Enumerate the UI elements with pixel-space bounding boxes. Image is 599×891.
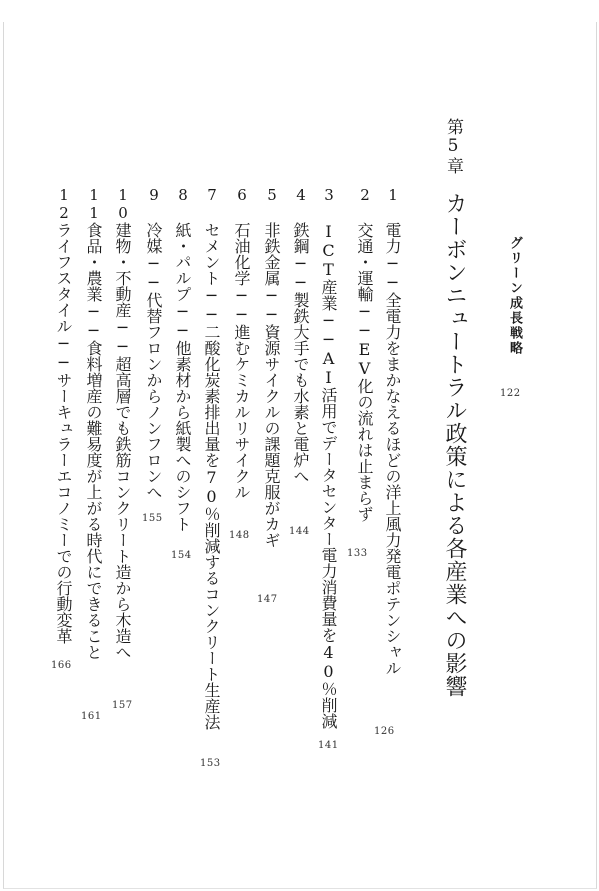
section-title: 石油化学──進むケミカルリサイクル: [232, 222, 251, 500]
section-page: 161: [81, 711, 102, 722]
section-number: 5: [263, 186, 281, 204]
section-title: 食品・農業──食料増産の難易度が上がる時代にできること: [84, 222, 103, 660]
section-page: 155: [142, 513, 163, 524]
section-page: 141: [318, 740, 339, 751]
section-title: 交通・運輸──EV化の流れは止まらず: [355, 222, 374, 522]
section-page: 166: [51, 660, 72, 671]
section-title: 建物・不動産──超高層でも鉄筋コンクリート造から木造へ: [113, 222, 132, 660]
section-page: 153: [200, 758, 221, 769]
chapter-title: カーボンニュートラル政策による各産業への影響: [442, 192, 467, 698]
section-number: 12: [55, 186, 73, 222]
section-number: 6: [233, 186, 251, 204]
section-page: 147: [257, 594, 278, 605]
section-page: 126: [374, 726, 395, 737]
section-number: 2: [356, 186, 374, 204]
section-number: 3: [320, 186, 338, 204]
section-page: 154: [171, 550, 192, 561]
running-head-title: グリーン成長戦略: [507, 236, 522, 356]
section-number: 8: [174, 186, 192, 204]
section-title: 鉄鋼──製鉄大手でも水素と電炉へ: [291, 222, 310, 484]
section-title: ライフスタイル──サーキュラーエコノミーでの行動変革: [54, 222, 73, 644]
section-number: 9: [145, 186, 163, 204]
section-title: セメント──二酸化炭素排出量を70％削減するコンクリート生産法: [202, 222, 221, 730]
section-page: 144: [289, 526, 310, 537]
section-number: 4: [292, 186, 310, 204]
section-title: 電力──全電力をまかなえるほどの洋上風力発電ポテンシャル: [383, 222, 402, 676]
running-head-page-number: 122: [500, 388, 521, 399]
section-title: 冷媒──代替フロンからノンフロンへ: [144, 222, 163, 500]
section-number: 7: [203, 186, 221, 204]
section-page: 133: [347, 548, 368, 559]
section-page: 148: [229, 530, 250, 541]
section-title: 非鉄金属──資源サイクルの課題克服がカギ: [262, 222, 281, 548]
section-page: 157: [112, 700, 133, 711]
section-title: ICT産業──AI活用でデータセンター電力消費量を40％削減: [319, 222, 338, 729]
section-number: 10: [114, 186, 132, 222]
section-number: 1: [384, 186, 402, 204]
section-title: 紙・パルプ──他素材から紙製へのシフト: [173, 222, 192, 532]
chapter-label: 第5章: [443, 118, 463, 175]
section-number: 11: [85, 186, 103, 222]
